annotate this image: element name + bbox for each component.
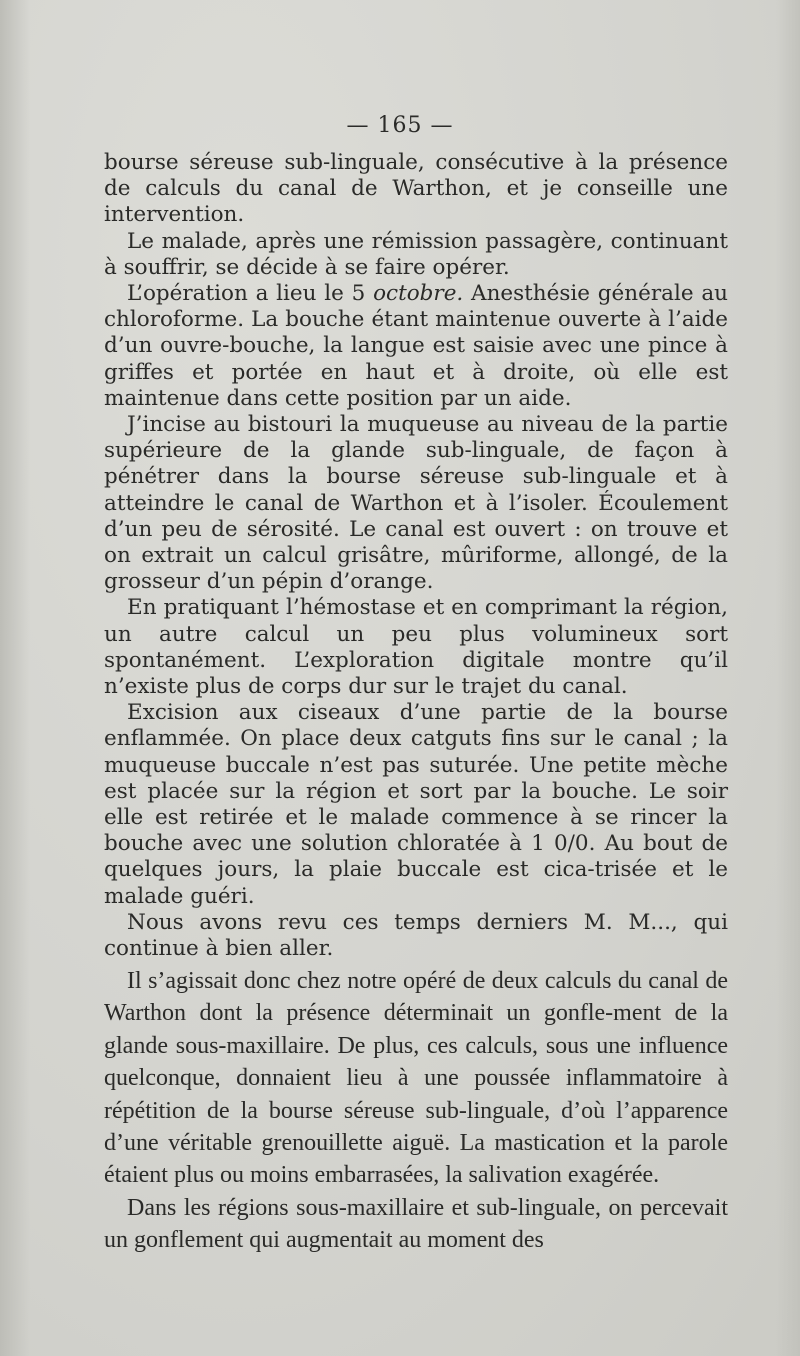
operation-text-start: L’opération a lieu le 5	[127, 281, 374, 307]
paragraph-excision: Excision aux ciseaux d’une partie de la bourse enflammée. On place deux catguts fins sur le canal ; la muqueuse buccale n’est pas suturée. Une petite mèche est placée sur la région et sort par la bouche. Le soir elle est retirée et le malade commence à se rincer la bouche avec une solution chloratée à 1 0/0. Au bout de quelques jours, la plaie buccale est cica-trisée et le malade guéri.	[104, 700, 728, 909]
operation-text-end: Anesthésie générale au chloroforme. La bouche étant maintenue ouverte à l’aide d’un ouvre-bouche, la langue est saisie avec une pince à griffes et portée en haut et à droite, où elle est maintenue dans cette position par un aide.	[104, 281, 728, 411]
paragraph-discussion: Il s’agissait donc chez notre opéré de deux calculs du canal de Warthon dont la présence déterminait un gonfle-ment de la glande sous-maxillaire. De plus, ces calculs, sous une influence quelconque, donnaient lieu à une poussée inflammatoire à répétition de la bourse séreuse sub-linguale, d’où l’apparence d’une véritable grenouillette aiguë. La mastication et la parole étaient plus ou moins embarrasées, la salivation exagérée.	[104, 968, 728, 1189]
page-shadow-right	[776, 0, 800, 1356]
paragraph-hemostase: En pratiquant l’hémostase et en comprimant la région, un autre calcul un peu plus volumineux sort spontanément. L’exploration digitale montre qu’il n’existe plus de corps dur sur le trajet du canal.	[104, 595, 728, 700]
paragraph-bourse-sereuse: bourse séreuse sub-linguale, consécutive à la présence de calculs du canal de Warthon, et je conseille une intervention.	[104, 150, 728, 228]
paragraph-incision: J’incise au bistouri la muqueuse au niveau de la partie supérieure de la glande sub-linguale, de façon à pénétrer dans la bourse séreuse sub-linguale et à atteindre le canal de Warthon et à l’isoler. Écoulement d’un peu de sérosité. Le canal est ouvert : on trouve et on extrait un calcul grisâtre, mûriforme, allongé, de la grosseur d’un pépin d’orange.	[104, 412, 728, 595]
paragraph-operation	[104, 281, 728, 412]
discussion-section	[104, 965, 728, 1257]
operation-date-emphasis: octobre.	[373, 281, 464, 307]
case-report-section	[104, 150, 728, 962]
page-shadow-left	[0, 0, 30, 1356]
page-number: — 165 —	[346, 113, 454, 138]
paragraph-regions: Dans les régions sous-maxillaire et sub-linguale, on percevait un gonflement qui augmentait au moment des	[104, 1194, 728, 1254]
paragraph-follow-up: Nous avons revu ces temps derniers M. M..., qui continue à bien aller.	[104, 909, 728, 962]
paragraph-remission: Le malade, après une rémission passagère, continuant à souffrir, se décide à se faire opérer.	[104, 228, 728, 280]
